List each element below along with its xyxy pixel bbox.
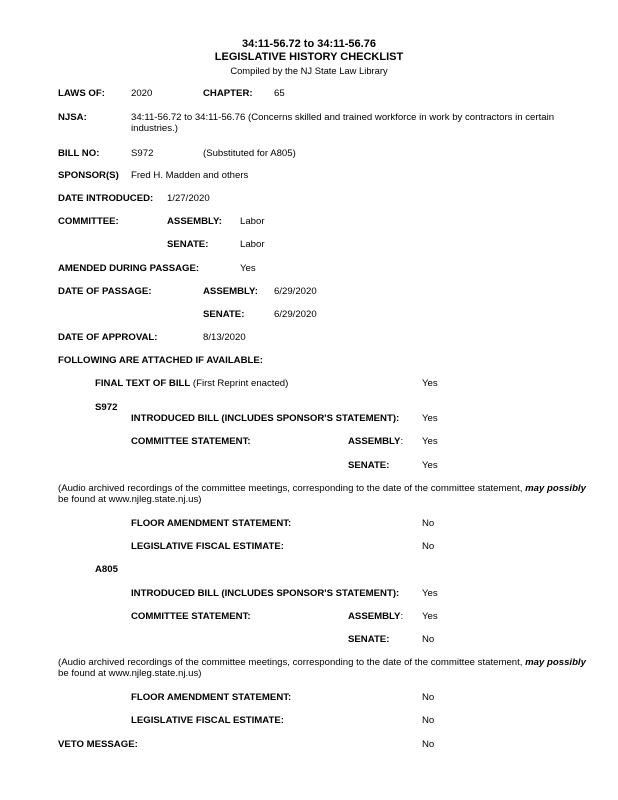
final-text-value: Yes [422,378,438,389]
a805-audio-note [58,657,603,679]
passage-senate-value: 6/29/2020 [274,309,317,320]
bill-no-note: (Substituted for A805) [203,148,296,159]
veto-label: VETO MESSAGE: [58,739,138,750]
committee-senate-label: SENATE: [167,239,209,250]
s972-assembly-row [348,436,403,447]
s972-audio-link-text: be found at www.njleg.state.nj.us) [58,494,202,505]
committee-label: COMMITTEE: [58,216,119,227]
bill-no-value: S972 [131,148,154,159]
a805-assembly-row [348,611,403,622]
passage-assembly-label: ASSEMBLY: [203,286,258,297]
compiled-by: Compiled by the NJ State Law Library [230,65,388,76]
s972-fiscal-value: No [422,541,435,552]
date-of-passage-label: DATE OF PASSAGE: [58,286,152,297]
a805-introduced-value: Yes [422,588,438,599]
a805-fiscal-label: LEGISLATIVE FISCAL ESTIMATE: [131,715,284,726]
a805-audio-text: (Audio archived recordings of the committee meetings, corresponding to the date of the committee statement, [58,657,526,668]
a805-assembly-colon: : [400,611,404,622]
passage-assembly-value: 6/29/2020 [274,286,317,297]
a805-introduced-label: INTRODUCED BILL (INCLUDES SPONSOR'S STATEMENT): [131,588,400,599]
s972-senate-label: SENATE: [348,460,390,471]
s972-committee-label: COMMITTEE STATEMENT: [131,436,251,447]
a805-floor-value: No [422,692,435,703]
s972-audio-text: (Audio archived recordings of the committee meetings, corresponding to the date of the committee statement, [58,483,526,494]
a805-audio-link-text: be found at www.njleg.state.nj.us) [58,668,202,679]
s972-introduced-value: Yes [422,413,438,424]
date-introduced-value: 1/27/2020 [167,193,210,204]
final-text-row [95,378,288,389]
s972-audio-note [58,483,603,505]
veto-value: No [422,739,435,750]
a805-floor-label: FLOOR AMENDMENT STATEMENT: [131,692,292,703]
s972-fiscal-label: LEGISLATIVE FISCAL ESTIMATE: [131,541,284,552]
committee-assembly-label: ASSEMBLY: [167,216,222,227]
date-introduced-label: DATE INTRODUCED: [58,193,154,204]
s972-senate-value: Yes [422,460,438,471]
committee-senate-value: Labor [240,239,265,250]
date-of-approval-value: 8/13/2020 [203,332,246,343]
date-of-approval-label: DATE OF APPROVAL: [58,332,158,343]
a805-assembly-value: Yes [422,611,438,622]
amended-value: Yes [240,263,256,274]
passage-senate-label: SENATE: [203,309,245,320]
amended-label: AMENDED DURING PASSAGE: [58,263,200,274]
chapter-value: 65 [274,88,285,99]
chapter-label: CHAPTER: [203,88,253,99]
sponsors-label: SPONSOR(S) [58,170,119,181]
s972-assembly-label: ASSEMBLY [348,436,401,447]
a805-assembly-label: ASSEMBLY [348,611,401,622]
bill-no-label: BILL NO: [58,148,100,159]
laws-of-label: LAWS OF: [58,88,105,99]
final-text-label: FINAL TEXT OF BILL [95,378,191,389]
committee-assembly-value: Labor [240,216,265,227]
a805-audio-emphasis: may possibly [525,657,586,668]
a805-senate-value: No [422,634,435,645]
a805-fiscal-value: No [422,715,435,726]
a805-senate-label: SENATE: [348,634,390,645]
s972-assembly-colon: : [400,436,404,447]
document-title: 34:11-56.72 to 34:11-56.76 [242,38,376,50]
document-subtitle: LEGISLATIVE HISTORY CHECKLIST [214,51,404,63]
a805-committee-label: COMMITTEE STATEMENT: [131,611,251,622]
s972-introduced-label: INTRODUCED BILL (INCLUDES SPONSOR'S STATEMENT): [131,413,400,424]
laws-of-value: 2020 [131,88,153,99]
sponsors-value: Fred H. Madden and others [131,170,249,181]
attached-heading: FOLLOWING ARE ATTACHED IF AVAILABLE: [58,355,263,366]
a805-bill-label: A805 [95,564,118,575]
s972-audio-emphasis: may possibly [525,483,586,494]
s972-floor-value: No [422,518,435,529]
s972-assembly-value: Yes [422,436,438,447]
njsa-label: NJSA: [58,112,87,123]
s972-floor-label: FLOOR AMENDMENT STATEMENT: [131,518,292,529]
s972-bill-label: S972 [95,402,118,413]
final-text-note: (First Reprint enacted) [192,378,289,389]
njsa-value: 34:11-56.72 to 34:11-56.76 (Concerns skilled and trained workforce in work by contractors in certain industries.) [131,112,555,134]
